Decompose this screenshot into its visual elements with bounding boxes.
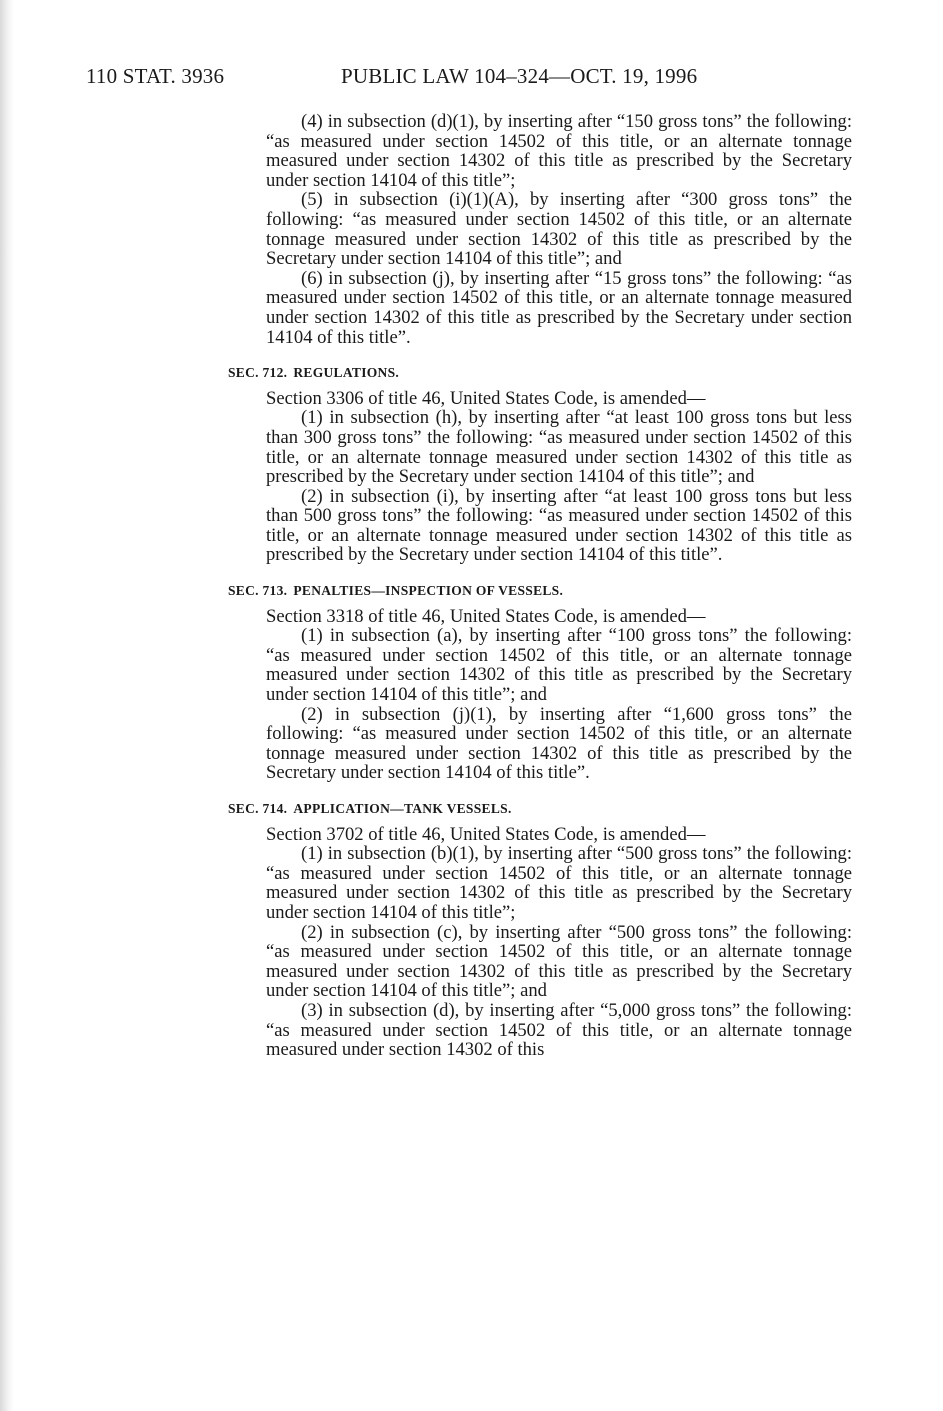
paragraph: (1) in subsection (a), by inserting after “100 gross tons” the following: “as measured under section 14502 of this title, or an alternate tonnage measured under section 14302 of this title as prescribed by the Secretary under section 14104 of this title”; and: [266, 625, 852, 706]
section-heading: [228, 581, 852, 601]
stat-reference: 110 STAT. 3936: [86, 64, 225, 88]
section-intro: Section 3702 of title 46, United States Code, is amended—: [266, 823, 706, 845]
section-title: PENALTIES—INSPECTION OF VESSELS.: [293, 583, 564, 599]
document-body: [228, 111, 852, 1061]
paragraph: (3) in subsection (d), by inserting after “5,000 gross tons” the following: “as measured under section 14502 of this title, or an alternate tonnage measured under section 14302 of this: [266, 999, 852, 1061]
paragraph: (2) in subsection (c), by inserting after “500 gross tons” the following: “as measured under section 14502 of this title, or an alternate tonnage measured under section 14302 of this title as prescribed by the Secretary under section 14104 of this title”; and: [266, 921, 852, 1002]
section-title: REGULATIONS.: [293, 365, 400, 381]
paragraph: (1) in subsection (b)(1), by inserting after “500 gross tons” the following: “as measured under section 14502 of this title, or an alternate tonnage measured under section 14302 of this title as prescribed by the Secretary under section 14104 of this title”;: [266, 843, 852, 923]
paragraph: (6) in subsection (j), by inserting after “15 gross tons” the following: “as measured under section 14502 of this title, or an alternate tonnage measured under section 14302 of this title as prescribed by the Secretary under section 14104 of this title”.: [266, 267, 852, 348]
section-intro: Section 3306 of title 46, United States Code, is amended—: [266, 387, 706, 409]
paragraph: (2) in subsection (i), by inserting after “at least 100 gross tons but less than 500 gross tons” the following: “as measured under section 14502 of this title, or an alternate tonnage measured under section 14302 of this title as prescribed by the Secretary under section 14104 of this title”.: [266, 485, 852, 566]
section-heading: [228, 363, 852, 383]
section-title: APPLICATION—TANK VESSELS.: [293, 801, 512, 816]
section-number: SEC. 714.: [228, 801, 288, 816]
section-number: SEC. 712.: [228, 365, 288, 381]
paragraph: (5) in subsection (i)(1)(A), by inserting after “300 gross tons” the following: “as measured under section 14502 of this title, or an alternate tonnage measured under section 14302 of this title as prescribed by the Secretary under section 14104 of this title”; and: [266, 189, 852, 270]
section-heading: [228, 799, 852, 819]
section-number: SEC. 713.: [228, 583, 288, 599]
public-law-reference: PUBLIC LAW 104–324—OCT. 19, 1996: [341, 64, 698, 88]
running-head: [86, 64, 856, 90]
paragraph: (1) in subsection (h), by inserting after “at least 100 gross tons but less than 300 gross tons” the following: “as measured under section 14502 of this title, or an alternate tonnage measured under section 14302 of this title as prescribed by the Secretary under section 14104 of this title”; and: [266, 407, 852, 488]
section-intro: Section 3318 of title 46, United States Code, is amended—: [266, 605, 706, 627]
paragraph: (2) in subsection (j)(1), by inserting after “1,600 gross tons” the following: “as measured under section 14502 of this title, or an alternate tonnage measured under section 14302 of this title as prescribed by the Secretary under section 14104 of this title”.: [266, 703, 852, 784]
paragraph: (4) in subsection (d)(1), by inserting after “150 gross tons” the following: “as measured under section 14502 of this title, or an alternate tonnage measured under section 14302 of this title as prescribed by the Secretary under section 14104 of this title”;: [266, 111, 852, 191]
scan-edge-shadow: [0, 0, 14, 1411]
